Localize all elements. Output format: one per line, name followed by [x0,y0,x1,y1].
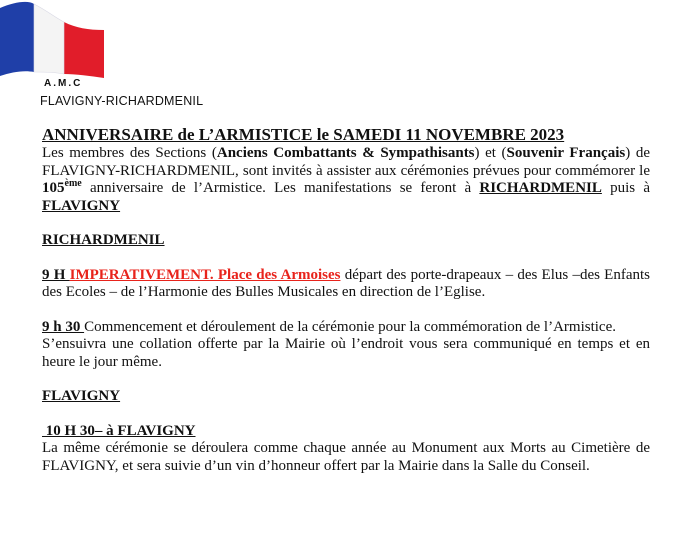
intro-text: ) et ( [474,145,507,161]
intro-superscript: ème [64,178,82,189]
schedule-item-9h30 [42,319,650,337]
schedule-item-9h [42,267,650,302]
intro-paragraph [42,145,650,215]
schedule-time-10h30 [42,423,650,441]
schedule-time: 9 h 30 [42,318,85,335]
intro-text: anniversaire de l’Armistice. Les manifestations se feront à [81,180,480,196]
section-heading-richardmenil: RICHARDMENIL [42,232,165,248]
intro-bold-souvenir: Souvenir Français [506,145,626,161]
intro-bold-sections: Anciens Combattants & Sympathisants [216,145,475,161]
organization-acronym: A.M.C [44,78,83,89]
collation-paragraph: S’ensuivra une collation offerte par la Mairie où l’endroit vous sera communiqué en temps et en heure le jour même. [42,336,650,370]
schedule-text: départ des porte-drapeaux – des Elus –des Enfants des Ecoles – de l’Harmonie des Bulles Musicales en direction de l’Eglise. [42,266,650,300]
schedule-emphasis: IMPERATIVEMENT. Place des Armoises [69,266,341,283]
intro-text: Les membres des Sections ( [42,145,217,161]
document-body [42,125,650,475]
organization-town: FLAVIGNY-RICHARDMENIL [40,94,204,108]
schedule-text: Commencement et déroulement de la cérémonie pour la commémoration de l’Armistice. [84,318,616,335]
intro-place-richardmenil: RICHARDMENIL [479,180,602,196]
intro-text: puis à [601,180,650,196]
flavigny-paragraph: La même cérémonie se déroulera comme chaque année au Monument aux Morts au Cimetière de FLAVIGNY, et sera suivie d’un vin d’honneur offert par la Mairie dans la Salle du Conseil. [42,440,650,474]
intro-text: ) de FLAVIGNY-RICHARDMENIL, sont invités à assister aux cérémonies prévues pour commémorer le [42,145,650,179]
section-heading-flavigny: FLAVIGNY [42,388,121,404]
french-flag-icon [0,0,110,80]
intro-place-flavigny: FLAVIGNY [42,197,121,214]
page-title: ANNIVERSAIRE de L’ARMISTICE le SAMEDI 11 NOVEMBRE 2023 [42,125,565,144]
intro-bold-number: 105 [42,180,65,196]
schedule-time: 10 H 30– à FLAVIGNY [42,422,196,439]
schedule-time: 9 H [42,266,70,283]
